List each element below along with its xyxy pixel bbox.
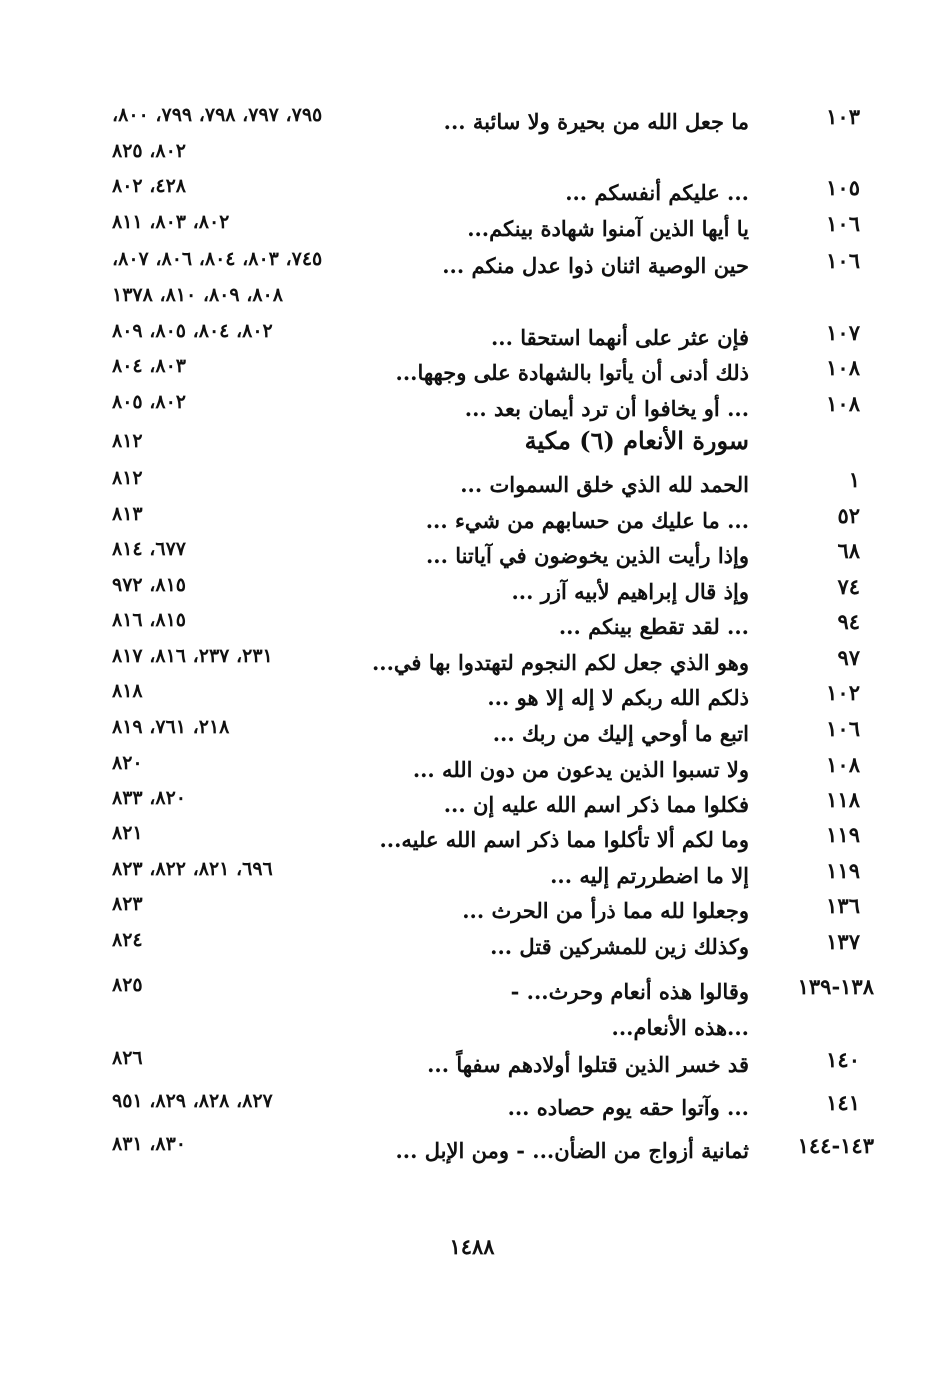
ayah-excerpt: وجعلوا لله مما ذرأ من الحرث ... bbox=[462, 898, 749, 923]
ayah-number: ١٠٣ bbox=[826, 104, 860, 129]
ayah-excerpt: وإذ قال إبراهيم لأبيه آزر ... bbox=[511, 579, 749, 604]
ayah-excerpt: يا أيها الذين آمنوا شهادة بينكم... bbox=[467, 216, 749, 241]
index-row bbox=[0, 467, 944, 501]
index-row bbox=[0, 391, 944, 425]
index-row bbox=[0, 974, 944, 1044]
index-row bbox=[0, 503, 944, 537]
ayah-excerpt: إلا ما اضطررتم إليه ... bbox=[550, 863, 749, 888]
index-row bbox=[0, 1133, 944, 1167]
page-references: ٧٩٥، ٧٩٧، ٧٩٨، ٧٩٩، ٨٠٠، bbox=[112, 104, 323, 126]
page-references: ٨١٥، ٩٧٢ bbox=[112, 574, 186, 596]
ayah-number: ٥٢ bbox=[837, 503, 860, 528]
ayah-excerpt: وقالوا هذه أنعام وحرث... - ...هذه الأنعام... bbox=[510, 979, 749, 1040]
index-row bbox=[0, 1090, 944, 1124]
index-row bbox=[0, 175, 944, 209]
page-references: ٨١٨ bbox=[112, 680, 143, 702]
index-row bbox=[0, 355, 944, 389]
page-references: ٨١٢ bbox=[112, 430, 143, 452]
page-references: ٧٤٥، ٨٠٣، ٨٠٤، ٨٠٦، ٨٠٧، bbox=[112, 248, 323, 270]
ayah-number: ١٠٧ bbox=[826, 320, 860, 345]
ayah-excerpt: فكلوا مما ذكر اسم الله عليه إن ... bbox=[443, 792, 749, 817]
ayah-number: ١٠٨ bbox=[826, 752, 860, 777]
page-references: ٨٢٠، ٨٣٣ bbox=[112, 787, 186, 809]
index-row bbox=[0, 1047, 944, 1081]
page-references: ٨١٥، ٨١٦ bbox=[112, 609, 186, 631]
index-row bbox=[0, 893, 944, 927]
sura-heading-row bbox=[0, 426, 944, 466]
index-row bbox=[0, 858, 944, 892]
ayah-number: ١ bbox=[848, 467, 860, 492]
ayah-number: ١٠٢ bbox=[826, 680, 860, 705]
ayah-excerpt: ما جعل الله من بحيرة ولا سائبة ... bbox=[443, 109, 749, 134]
page-references: ٨٢٣ bbox=[112, 893, 143, 915]
index-row bbox=[0, 752, 944, 786]
page-references: ٨١٢ bbox=[112, 467, 143, 489]
index-row bbox=[0, 680, 944, 714]
page-references: ٨٣٠، ٨٣١ bbox=[112, 1133, 186, 1155]
index-row bbox=[0, 104, 944, 138]
ayah-excerpt: حين الوصية اثنان ذوا عدل منكم ... bbox=[442, 253, 749, 278]
page-references: ٨٠٣، ٨٠٤ bbox=[112, 355, 186, 377]
ayah-number: ١٣٨-١٣٩ bbox=[797, 974, 874, 999]
ayah-number: ١٠٥ bbox=[826, 175, 860, 200]
ayah-excerpt: ذلك أدنى أن يأتوا بالشهادة على وجهها... bbox=[395, 360, 749, 385]
index-row bbox=[0, 248, 944, 282]
index-row bbox=[0, 716, 944, 750]
page-number: ١٤٨٨ bbox=[449, 1234, 495, 1259]
ayah-number: ١٤١ bbox=[826, 1090, 860, 1115]
page-references: ٨٢١ bbox=[112, 822, 143, 844]
ayah-excerpt: وما لكم ألا تأكلوا مما ذكر اسم الله عليه... bbox=[379, 827, 749, 852]
ayah-number: ١١٨ bbox=[826, 787, 860, 812]
page-references: ٦٧٧، ٨١٤ bbox=[112, 538, 186, 560]
ayah-excerpt: وكذلك زين للمشركين قتل ... bbox=[490, 934, 749, 959]
index-row bbox=[0, 645, 944, 679]
ayah-excerpt: قد خسر الذين قتلوا أولادهم سفهاً ... bbox=[427, 1052, 749, 1077]
page-references: ٢١٨، ٧٦١، ٨١٩ bbox=[112, 716, 230, 738]
ayah-number: ١٠٦ bbox=[826, 716, 860, 741]
page-references: ٨١٣ bbox=[112, 503, 143, 525]
page-references: ٨٠٢، ٨٠٣، ٨١١ bbox=[112, 211, 230, 233]
page-references: ٤٢٨، ٨٠٢ bbox=[112, 175, 186, 197]
ayah-number: ١٠٦ bbox=[826, 211, 860, 236]
ayah-excerpt: فإن عثر على أنهما استحقا ... bbox=[490, 325, 749, 350]
page-references: ٨٠٢، ٨٠٥ bbox=[112, 391, 186, 413]
index-row bbox=[0, 787, 944, 821]
ayah-excerpt: ... عليكم أنفسكم ... bbox=[565, 180, 749, 205]
ayah-number: ٩٤ bbox=[837, 609, 860, 634]
page-references: ٨٠٢، ٨٢٥ bbox=[112, 140, 186, 162]
ayah-excerpt: وإذا رأيت الذين يخوضون في آياتنا ... bbox=[425, 543, 749, 568]
ayah-number: ١١٩ bbox=[826, 822, 860, 847]
ayah-number: ١٣٦ bbox=[826, 893, 860, 918]
ayah-excerpt: اتبع ما أوحي إليك من ربك ... bbox=[492, 721, 749, 746]
ayah-number: ١٤٣-١٤٤ bbox=[797, 1133, 874, 1158]
index-row bbox=[0, 609, 944, 643]
index-row bbox=[0, 211, 944, 245]
ayah-excerpt: ... ما عليك من حسابهم من شيء ... bbox=[425, 508, 749, 533]
page-references: ٨٢٠ bbox=[112, 752, 143, 774]
ayah-excerpt: ... لقد تقطع بينكم ... bbox=[558, 614, 749, 639]
ayah-excerpt: ... وآتوا حقه يوم حصاده ... bbox=[507, 1095, 749, 1120]
index-row bbox=[0, 140, 944, 174]
ayah-number: ١١٩ bbox=[826, 858, 860, 883]
index-row bbox=[0, 929, 944, 963]
page-references: ٨٠٨، ٨٠٩، ٨١٠، ١٣٧٨ bbox=[112, 284, 283, 306]
index-row bbox=[0, 822, 944, 856]
index-row bbox=[0, 284, 944, 318]
ayah-number: ١٠٦ bbox=[826, 248, 860, 273]
page-references: ٢٣١، ٢٣٧، ٨١٦، ٨١٧ bbox=[112, 645, 273, 667]
index-row bbox=[0, 320, 944, 354]
ayah-number: ١٣٧ bbox=[826, 929, 860, 954]
ayah-excerpt: ... أو يخافوا أن ترد أيمان بعد ... bbox=[464, 396, 749, 421]
page-references: ٨٢٦ bbox=[112, 1047, 143, 1069]
ayah-number: ١٠٨ bbox=[826, 355, 860, 380]
page-references: ٨٢٧، ٨٢٨، ٨٢٩، ٩٥١ bbox=[112, 1090, 273, 1112]
ayah-excerpt: الحمد لله الذي خلق السموات ... bbox=[460, 472, 749, 497]
page-references: ٦٩٦، ٨٢١، ٨٢٢، ٨٢٣ bbox=[112, 858, 273, 880]
ayah-number: ٧٤ bbox=[837, 574, 860, 599]
ayah-excerpt: ولا تسبوا الذين يدعون من دون الله ... bbox=[412, 757, 749, 782]
sura-heading: سورة الأنعام (٦) مكية bbox=[524, 426, 749, 455]
ayah-number: ١٠٨ bbox=[826, 391, 860, 416]
page-references: ٨٢٥ bbox=[112, 974, 143, 996]
ayah-number: ٦٨ bbox=[837, 538, 860, 563]
page-references: ٨٠٢، ٨٠٤، ٨٠٥، ٨٠٩ bbox=[112, 320, 273, 342]
index-row bbox=[0, 574, 944, 608]
ayah-excerpt: وهو الذي جعل لكم النجوم لتهتدوا بها في... bbox=[371, 650, 749, 675]
page-references: ٨٢٤ bbox=[112, 929, 143, 951]
ayah-excerpt: ثمانية أزواج من الضأن... - ومن الإبل ... bbox=[395, 1138, 749, 1163]
ayah-number: ٩٧ bbox=[837, 645, 860, 670]
ayah-number: ١٤٠ bbox=[826, 1047, 860, 1072]
index-row bbox=[0, 538, 944, 572]
ayah-excerpt: ذلكم الله ربكم لا إله إلا هو ... bbox=[487, 685, 749, 710]
